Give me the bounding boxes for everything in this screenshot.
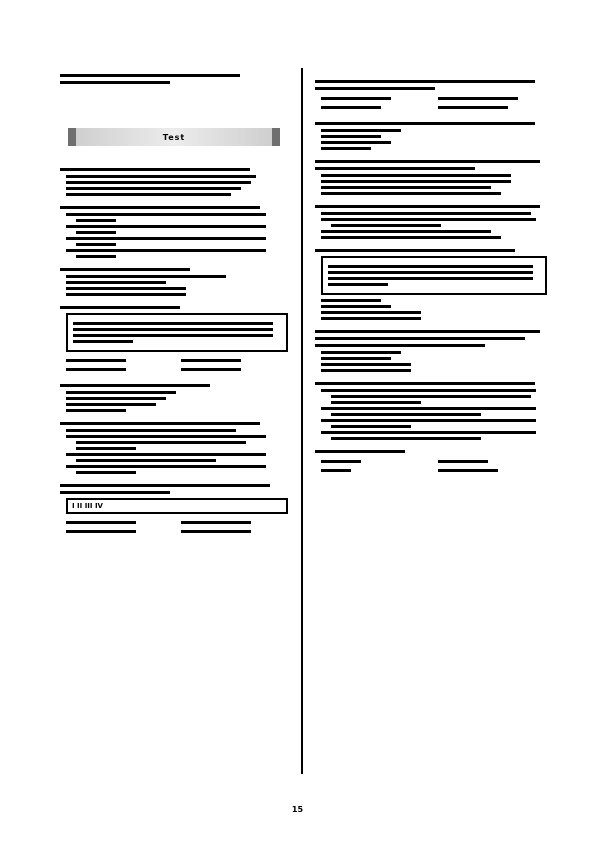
text-line [66, 275, 226, 278]
question-block [60, 422, 288, 474]
text-line [321, 129, 401, 132]
answer-option[interactable] [66, 181, 288, 184]
text-line [66, 237, 266, 240]
text-line [66, 429, 236, 432]
answer-option[interactable] [66, 193, 288, 196]
text-line [66, 181, 251, 184]
text-line [438, 469, 498, 472]
question-block [60, 384, 288, 412]
text-line [315, 122, 535, 125]
answer-option[interactable] [66, 435, 288, 450]
answer-option[interactable] [321, 363, 547, 366]
answer-option[interactable] [321, 129, 547, 132]
text-line [321, 212, 531, 215]
text-line [66, 435, 266, 438]
question-block [315, 160, 547, 195]
answer-option[interactable] [66, 237, 288, 246]
answer-option[interactable] [321, 186, 547, 189]
answer-option[interactable] [66, 213, 288, 222]
answer-option[interactable] [321, 357, 547, 360]
text-line [66, 287, 186, 290]
boxed-passage [321, 256, 547, 295]
text-line [331, 413, 481, 416]
question-block [315, 450, 547, 475]
text-line [315, 87, 435, 90]
text-line [321, 431, 536, 434]
right-column [315, 70, 547, 475]
question-block [60, 306, 288, 374]
question-block [60, 206, 288, 258]
text-line [66, 530, 136, 533]
answer-option[interactable] [66, 225, 288, 234]
text-line [73, 328, 273, 331]
text-line [321, 186, 491, 189]
text-line [321, 357, 391, 360]
text-line [76, 471, 136, 474]
page-number: 15 [291, 805, 304, 814]
option-row[interactable] [321, 466, 547, 475]
section-title: Test [162, 132, 186, 142]
text-line [315, 330, 540, 333]
text-line [66, 225, 266, 228]
text-line [315, 205, 540, 208]
text-line [315, 382, 535, 385]
answer-option[interactable] [66, 275, 288, 278]
text-line [328, 265, 533, 268]
text-line [321, 460, 361, 463]
answer-option[interactable] [321, 180, 547, 183]
text-line [321, 106, 381, 109]
text-line [73, 322, 273, 325]
answer-option[interactable] [321, 407, 547, 416]
text-line [315, 160, 540, 163]
table-header: I II III IV [72, 502, 103, 510]
answer-option[interactable] [321, 311, 547, 314]
text-line [66, 359, 126, 362]
text-line [315, 167, 475, 170]
text-line [66, 249, 266, 252]
text-line [321, 299, 381, 302]
text-line [66, 465, 266, 468]
text-line [315, 344, 485, 347]
text-line [60, 484, 270, 487]
text-line [321, 236, 501, 239]
text-line [321, 305, 391, 308]
text-line [76, 447, 136, 450]
text-line [60, 306, 180, 309]
text-line [66, 193, 231, 196]
answer-option[interactable] [66, 403, 288, 406]
text-line [438, 97, 518, 100]
answer-option[interactable] [66, 453, 288, 462]
answer-option[interactable] [321, 351, 547, 354]
text-line [60, 206, 260, 209]
text-line [438, 106, 508, 109]
text-line [66, 213, 266, 216]
text-line [181, 530, 251, 533]
text-line [181, 368, 241, 371]
text-line [60, 81, 170, 84]
left-column [60, 70, 288, 536]
text-line [321, 469, 351, 472]
answer-option[interactable] [321, 299, 547, 302]
text-line [321, 351, 401, 354]
text-line [66, 403, 156, 406]
answer-option[interactable] [321, 236, 547, 239]
text-line [321, 230, 491, 233]
answer-option[interactable] [321, 212, 547, 215]
question-block [60, 268, 288, 296]
text-line [321, 97, 391, 100]
text-line [60, 384, 210, 387]
question-block [315, 382, 547, 440]
text-line [66, 453, 266, 456]
text-line [315, 450, 405, 453]
text-line [331, 395, 531, 398]
answer-option[interactable] [321, 192, 547, 195]
question-block [315, 122, 547, 150]
option-row[interactable] [66, 356, 288, 365]
question-block [60, 74, 288, 84]
text-line [76, 441, 246, 444]
text-line [321, 174, 511, 177]
text-line [66, 187, 241, 190]
answer-option[interactable] [66, 409, 288, 412]
text-line [321, 363, 411, 366]
question-block [315, 80, 547, 112]
text-line [321, 311, 421, 314]
text-line [321, 218, 536, 221]
text-line [60, 74, 240, 77]
text-line [66, 281, 166, 284]
text-line [66, 293, 186, 296]
text-line [66, 368, 126, 371]
text-line [181, 521, 251, 524]
text-line [321, 317, 421, 320]
text-line [328, 271, 533, 274]
text-line [321, 141, 391, 144]
question-block [315, 330, 547, 372]
text-line [66, 409, 126, 412]
answer-option[interactable] [321, 230, 547, 233]
option-row[interactable] [321, 94, 547, 103]
question-block [315, 205, 547, 239]
question-block [60, 168, 288, 196]
text-line [73, 340, 133, 343]
text-line [66, 175, 256, 178]
answer-option[interactable] [321, 135, 547, 138]
text-line [321, 147, 371, 150]
text-line [328, 277, 533, 280]
answer-option[interactable] [321, 218, 547, 227]
text-line [331, 425, 411, 428]
answer-option[interactable] [66, 287, 288, 290]
text-line [76, 219, 116, 222]
text-line [321, 389, 536, 392]
answer-option[interactable] [66, 429, 288, 432]
text-line [321, 135, 381, 138]
statement-table [66, 498, 288, 514]
answer-option[interactable] [66, 187, 288, 190]
option-row[interactable] [66, 365, 288, 374]
text-line [181, 359, 241, 362]
text-line [331, 224, 441, 227]
answer-option[interactable] [321, 389, 547, 404]
answer-option[interactable] [321, 305, 547, 308]
text-line [321, 192, 501, 195]
answer-option[interactable] [66, 249, 288, 258]
answer-option[interactable] [321, 431, 547, 440]
answer-option[interactable] [321, 174, 547, 177]
text-line [331, 437, 481, 440]
option-row[interactable] [66, 518, 288, 527]
text-line [60, 422, 260, 425]
text-line [66, 397, 166, 400]
answer-option[interactable] [321, 369, 547, 372]
column-divider [301, 68, 303, 774]
text-line [66, 521, 136, 524]
text-line [76, 255, 116, 258]
text-line [76, 243, 116, 246]
text-line [76, 231, 116, 234]
text-line [315, 249, 515, 252]
option-row[interactable] [321, 103, 547, 112]
text-line [438, 460, 488, 463]
text-line [60, 268, 190, 271]
question-block [60, 484, 288, 536]
text-line [321, 419, 536, 422]
answer-option[interactable] [321, 147, 547, 150]
text-line [73, 334, 273, 337]
text-line [315, 80, 535, 83]
text-line [60, 491, 170, 494]
answer-option[interactable] [321, 317, 547, 320]
text-line [321, 369, 411, 372]
option-row[interactable] [66, 527, 288, 536]
answer-option[interactable] [66, 175, 288, 178]
text-line [331, 401, 421, 404]
answer-option[interactable] [66, 397, 288, 400]
text-line [66, 391, 176, 394]
text-line [321, 180, 511, 183]
text-line [76, 459, 216, 462]
text-line [315, 337, 525, 340]
text-line [328, 283, 388, 286]
question-block [315, 249, 547, 320]
answer-option[interactable] [66, 465, 288, 474]
answer-option[interactable] [321, 419, 547, 428]
answer-option[interactable] [66, 281, 288, 284]
answer-option[interactable] [66, 391, 288, 394]
text-line [321, 407, 536, 410]
option-row[interactable] [321, 457, 547, 466]
answer-option[interactable] [66, 293, 288, 296]
boxed-passage [66, 313, 288, 352]
answer-option[interactable] [321, 141, 547, 144]
text-line [60, 168, 250, 171]
